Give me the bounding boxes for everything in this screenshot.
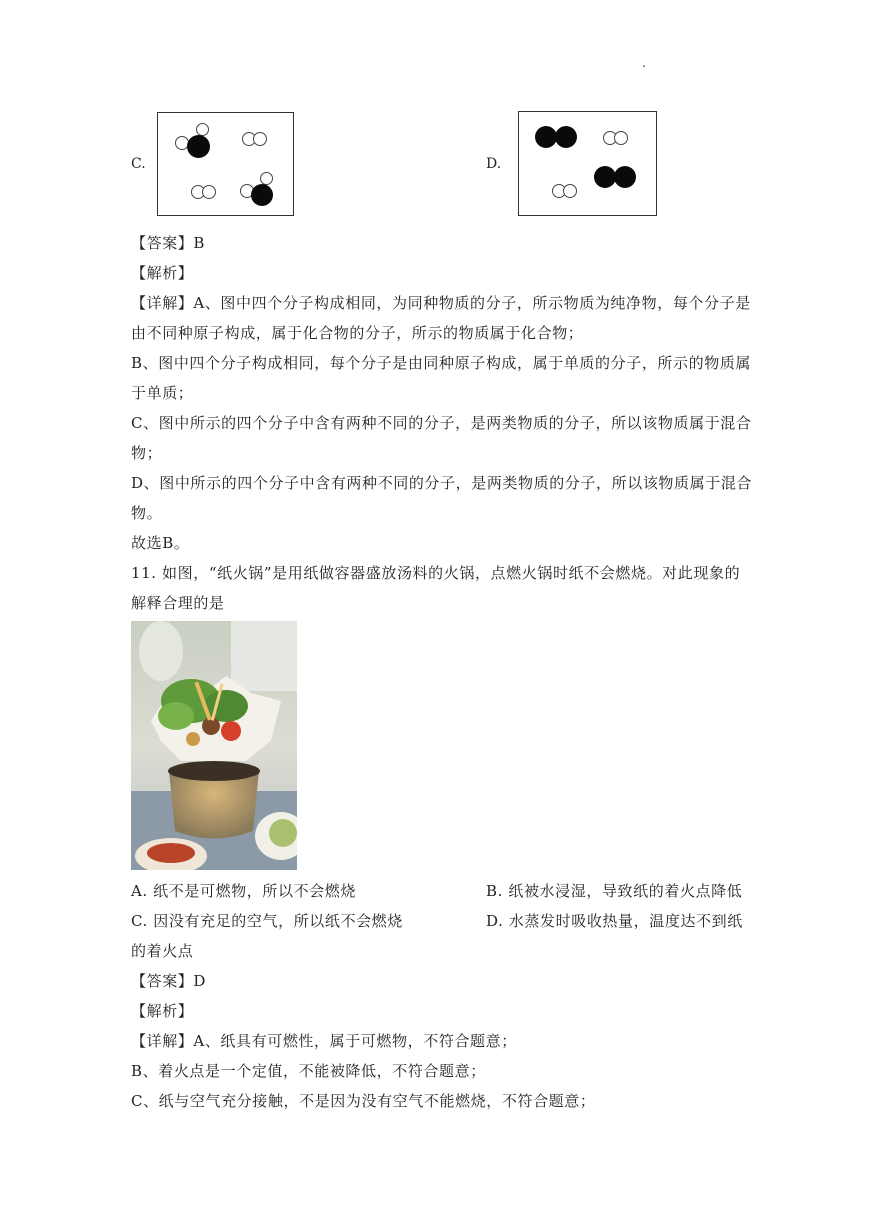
q11-detail-c: C、纸与空气充分接触，不是因为没有空气不能燃烧，不符合题意； <box>131 1092 596 1110</box>
q11-option-d-continued: 的着火点 <box>131 942 194 960</box>
q11-analysis-heading: 【解析】 <box>131 1002 194 1020</box>
q10-detail-d-line1: D、图中所示的四个分子中含有两种不同的分子，是两类物质的分子，所以该物质属于混合 <box>131 474 753 492</box>
q11-stem-line1: 11. 如图，“纸火锅”是用纸做容器盛放汤料的火锅，点燃火锅时纸不会燃烧。对此现象的 <box>131 564 741 582</box>
q10-detail-c-line1: C、图中所示的四个分子中含有两种不同的分子，是两类物质的分子，所以该物质属于混合 <box>131 414 752 432</box>
q11-detail-a: 【详解】A、纸具有可燃性，属于可燃物，不符合题意； <box>131 1032 517 1050</box>
q10-conclusion: 故选B。 <box>131 534 190 552</box>
q10-analysis-heading: 【解析】 <box>131 264 194 282</box>
q10-detail-d-line2: 物。 <box>131 504 163 522</box>
option-c-label: C. <box>131 156 146 172</box>
white-atom <box>253 132 267 146</box>
q11-option-a: A. 纸不是可燃物，所以不会燃烧 <box>131 882 356 900</box>
option-c-diagram <box>157 112 294 216</box>
black-atom <box>187 135 210 158</box>
white-atom <box>563 184 577 198</box>
black-atom <box>555 126 577 148</box>
white-atom <box>202 185 216 199</box>
q10-answer: 【答案】B <box>131 234 206 252</box>
option-d-diagram <box>518 111 657 216</box>
q11-option-d: D. 水蒸发时吸收热量，温度达不到纸 <box>486 912 743 930</box>
q10-detail-a-line1: 【详解】A、图中四个分子构成相同，为同种物质的分子，所示物质为纯净物，每个分子是 <box>131 294 751 312</box>
black-atom <box>594 166 616 188</box>
black-atom <box>614 166 636 188</box>
black-atom <box>535 126 557 148</box>
q10-detail-b-line2: 于单质； <box>131 384 194 402</box>
black-atom <box>251 184 273 206</box>
option-d-label: D. <box>486 156 502 172</box>
q10-detail-b-line1: B、图中四个分子构成相同，每个分子是由同种原子构成，属于单质的分子，所示的物质属 <box>131 354 752 372</box>
q11-option-b: B. 纸被水浸湿，导致纸的着火点降低 <box>486 882 743 900</box>
q10-detail-a-line2: 由不同种原子构成，属于化合物的分子，所示的物质属于化合物； <box>131 324 584 342</box>
q11-answer: 【答案】D <box>131 972 207 990</box>
paper-hotpot-photo <box>131 621 297 870</box>
q10-detail-c-line2: 物； <box>131 444 163 462</box>
white-atom <box>614 131 628 145</box>
q11-option-c: C. 因没有充足的空气，所以纸不会燃烧 <box>131 912 403 930</box>
header-mark: . <box>642 56 646 70</box>
q11-detail-b: B、着火点是一个定值，不能被降低，不符合题意； <box>131 1062 486 1080</box>
q11-stem-line2: 解释合理的是 <box>131 594 225 612</box>
